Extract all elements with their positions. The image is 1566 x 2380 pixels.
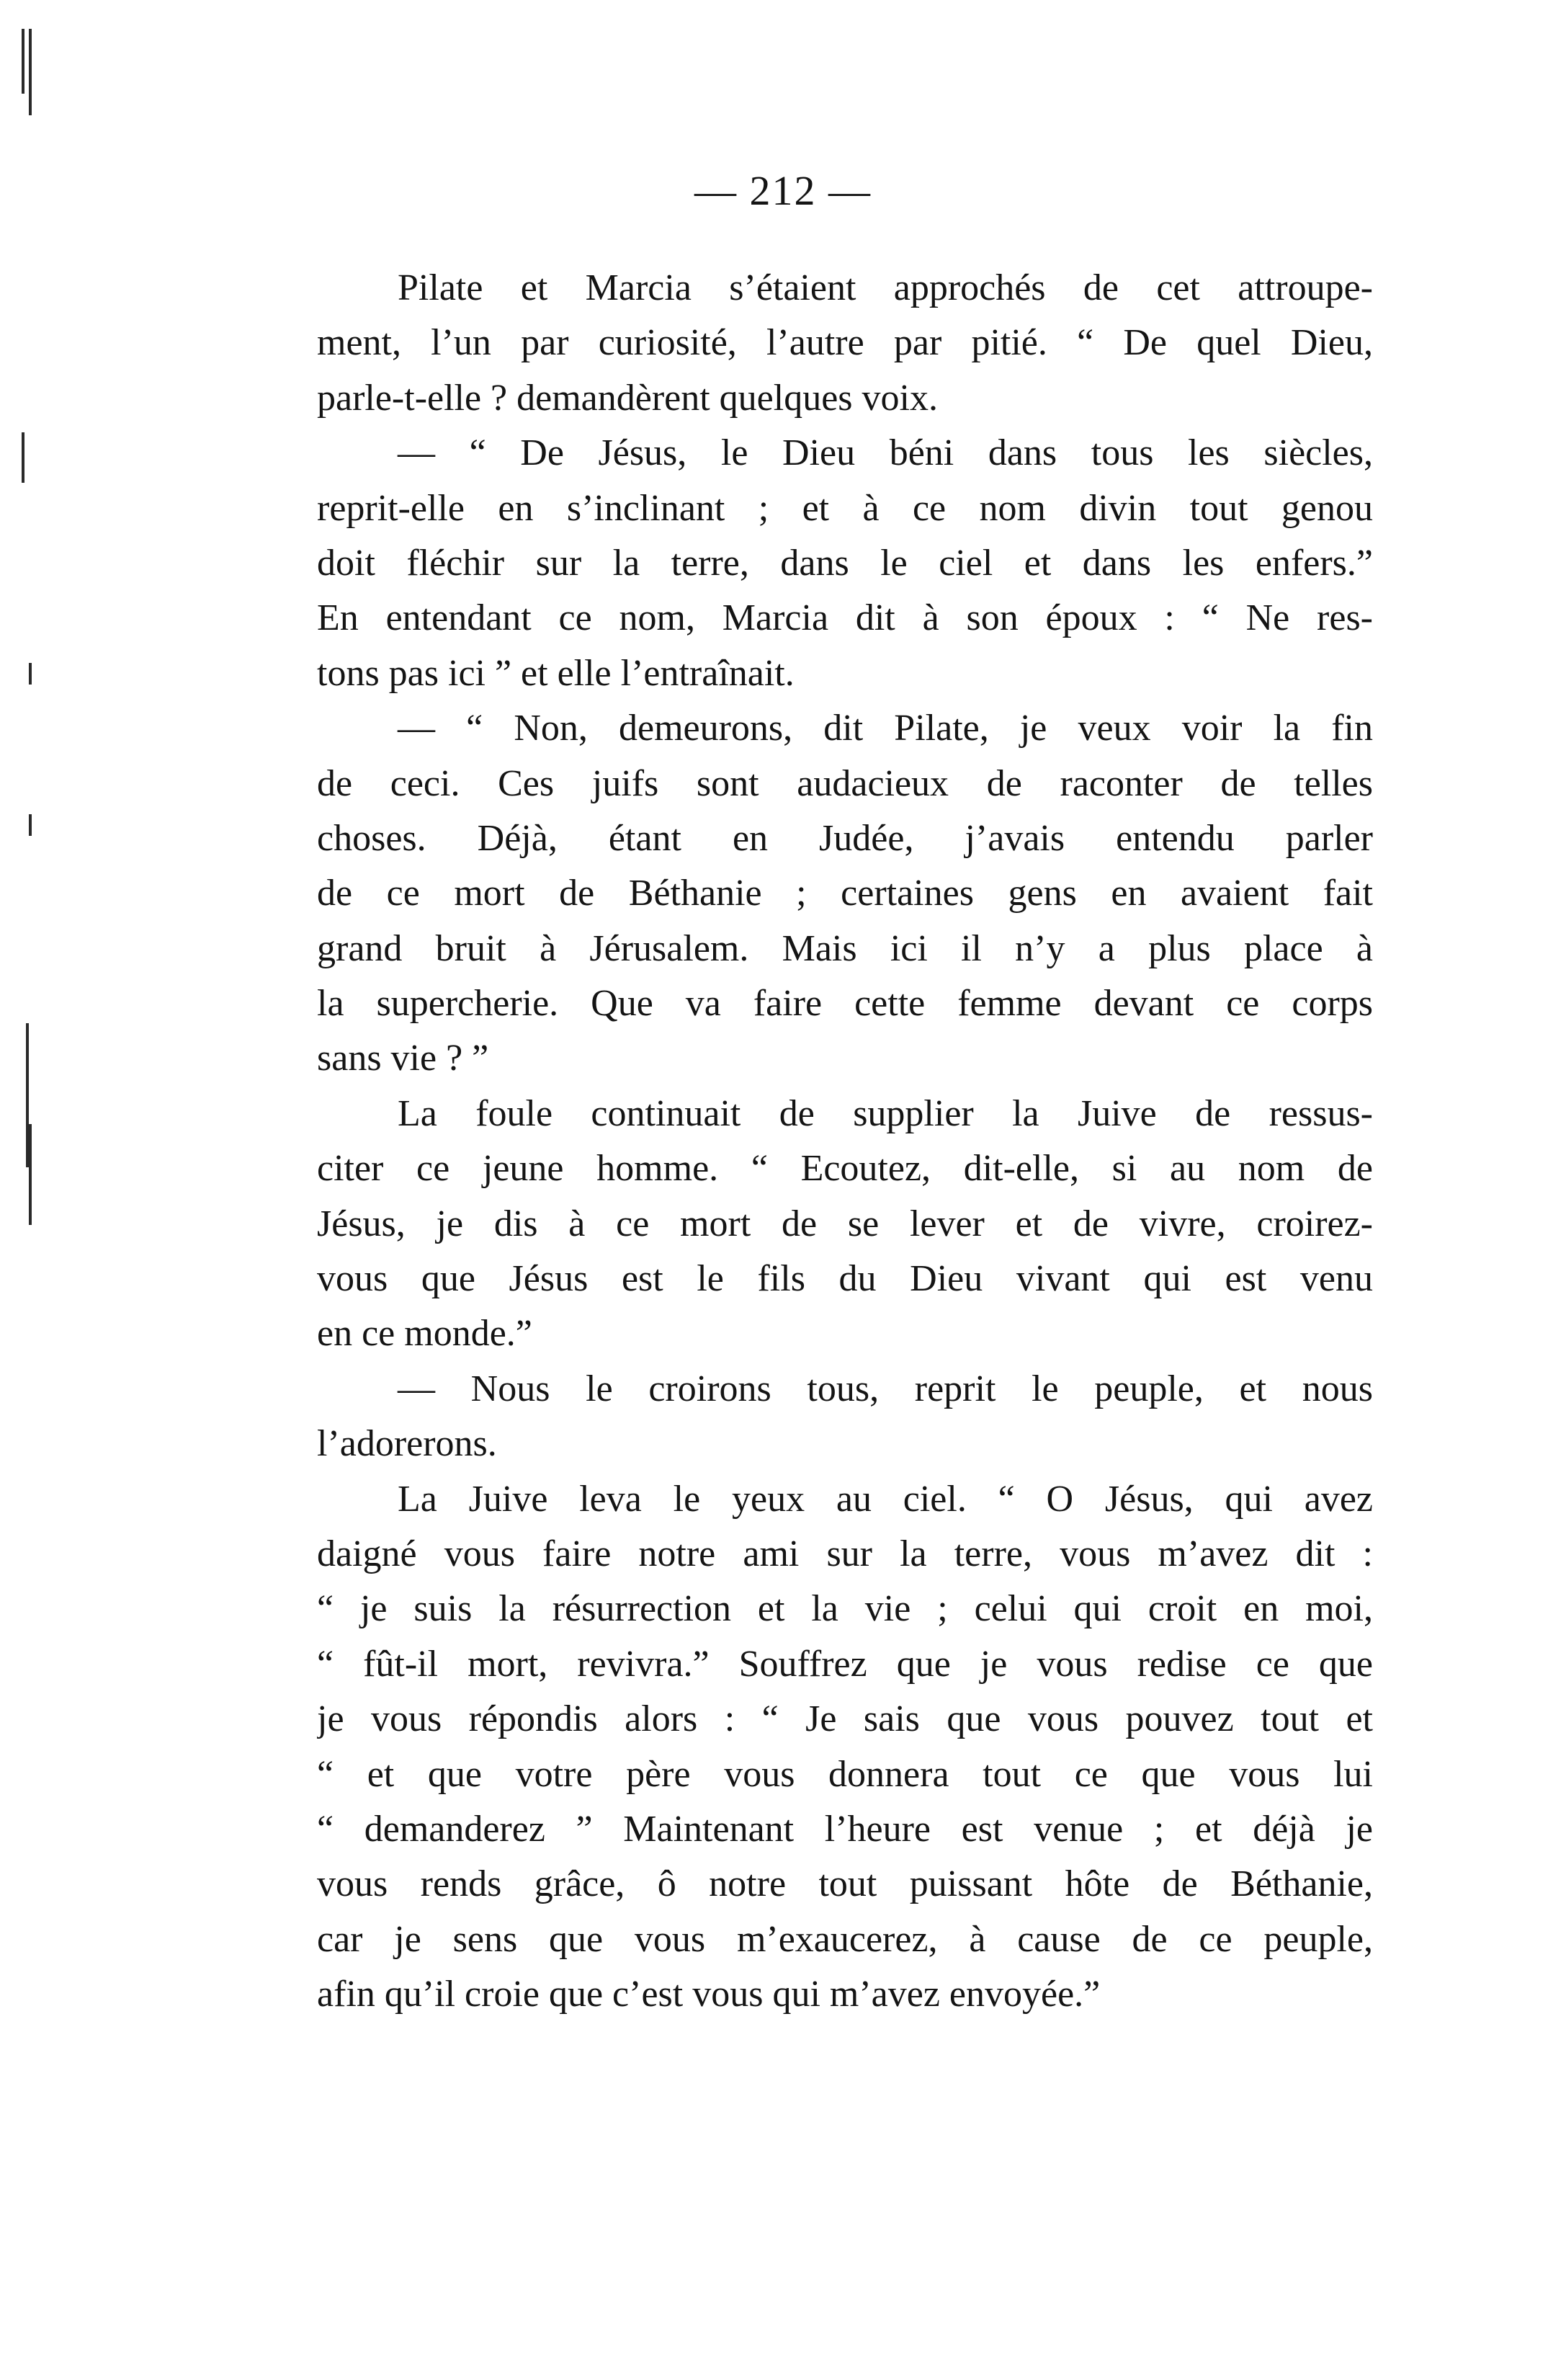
text-line: je vous répondis alors : “ Je sais que vous pouvez tout et [317, 1698, 1373, 1740]
text-line: reprit-elle en s’inclinant ; et à ce nom divin tout genou [317, 487, 1373, 529]
text-line: afin qu’il croie que c’est vous qui m’avez envoyée.” [317, 1974, 1101, 2015]
text-line: de ceci. Ces juifs sont audacieux de raconter de telles [317, 762, 1373, 804]
text-line: car je sens que vous m’exaucerez, à cause de ce peuple, [317, 1918, 1373, 1960]
text-line: La foule continuait de supplier la Juive de ressus- [398, 1092, 1373, 1134]
text-line: de ce mort de Béthanie ; certaines gens en avaient fait [317, 873, 1373, 914]
text-line: tons pas ici ” et elle l’entraînait. [317, 652, 795, 694]
text-line: daigné vous faire notre ami sur la terre, vous m’avez dit : [317, 1533, 1373, 1574]
text-line: en ce monde.” [317, 1313, 532, 1355]
margin-rule [29, 1124, 32, 1225]
margin-rule [29, 29, 32, 115]
text-line: — “ Non, demeurons, dit Pilate, je veux voir la fin [398, 708, 1373, 749]
page-number-header: — 212 — [694, 167, 872, 214]
text-line: vous que Jésus est le fils du Dieu vivant qui est venu [317, 1258, 1373, 1300]
margin-rule [22, 432, 24, 483]
scan-margin-marks [0, 0, 72, 2380]
text-line: Pilate et Marcia s’étaient approchés de cet attroupe- [398, 267, 1373, 308]
page-body [317, 261, 1373, 2023]
text-line: citer ce jeune homme. “ Ecoutez, dit-elle, si au nom de [317, 1148, 1373, 1190]
text-line: Jésus, je dis à ce mort de se lever et de vivre, croirez- [317, 1203, 1373, 1244]
margin-rule [22, 29, 24, 94]
text-line: — Nous le croirons tous, reprit le peuple, et nous [398, 1368, 1373, 1409]
text-line: “ et que votre père vous donnera tout ce que vous lui [317, 1753, 1373, 1795]
text-line: — “ De Jésus, le Dieu béni dans tous les siècles, [398, 432, 1373, 474]
text-line: “ fût-il mort, revivra.” Souffrez que je vous redise ce que [317, 1643, 1373, 1685]
text-line: En entendant ce nom, Marcia dit à son époux : “ Ne res- [317, 597, 1373, 639]
text-line: “ demanderez ” Maintenant l’heure est venue ; et déjà je [317, 1808, 1373, 1850]
text-line: vous rends grâce, ô notre tout puissant hôte de Béthanie, [317, 1863, 1373, 1905]
text-line: grand bruit à Jérusalem. Mais ici il n’y a plus place à [317, 927, 1373, 969]
margin-speck [29, 663, 32, 685]
text-line: l’adorerons. [317, 1423, 497, 1465]
text-line: ment, l’un par curiosité, l’autre par pitié. “ De quel Dieu, [317, 322, 1373, 364]
text-line: la supercherie. Que va faire cette femme devant ce corps [317, 983, 1373, 1025]
text-line: sans vie ? ” [317, 1038, 489, 1079]
text-line: La Juive leva le yeux au ciel. “ O Jésus, qui avez [398, 1478, 1373, 1520]
text-line: choses. Déjà, étant en Judée, j’avais entendu parler [317, 817, 1373, 859]
text-line: “ je suis la résurrection et la vie ; celui qui croit en moi, [317, 1588, 1373, 1630]
text-line: doit fléchir sur la terre, dans le ciel et dans les enfers.” [317, 542, 1373, 584]
margin-speck [29, 814, 32, 836]
text-line: parle-t-elle ? demandèrent quelques voix. [317, 377, 938, 419]
